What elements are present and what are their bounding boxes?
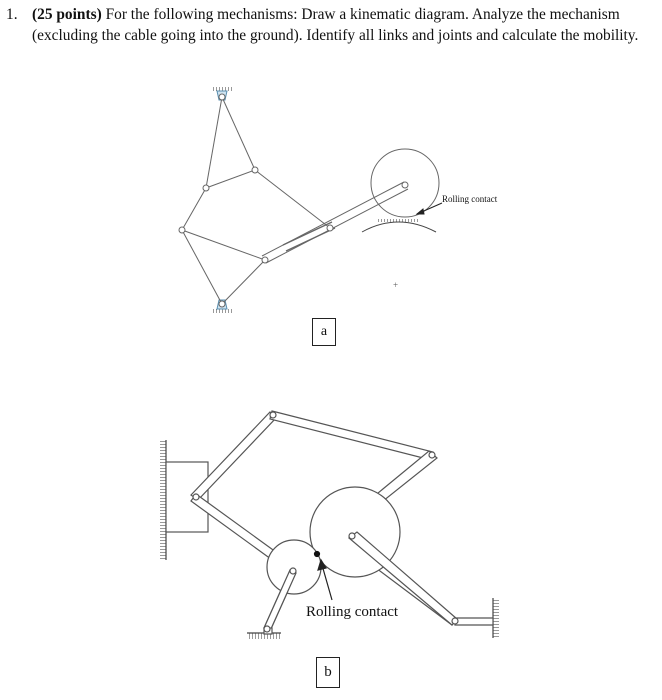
figure-a-label: a [312, 318, 336, 346]
ground-top-icon [212, 87, 232, 91]
pin-joint-icon [264, 626, 270, 632]
small-wheel-b [267, 540, 321, 594]
pin-joint-icon [179, 227, 185, 233]
right-wall-icon [493, 598, 499, 638]
ground-arc [362, 222, 436, 232]
ground-bottom-icon [212, 309, 232, 313]
pin-joint-icon [452, 618, 458, 624]
pin-joint-icon [219, 94, 225, 100]
pin-joint-icon [402, 182, 408, 188]
pin-joint-icon [270, 412, 276, 418]
figure-a-annotation: Rolling contact [442, 194, 498, 204]
pin-joint-icon [203, 185, 209, 191]
pin-joint-icon [193, 494, 199, 500]
center-mark: + [393, 280, 399, 290]
pin-joint-icon [327, 225, 333, 231]
figure-b-label: b [316, 657, 340, 688]
left-wall-icon [160, 440, 166, 560]
pin-joint-icon [252, 167, 258, 173]
slider-block [166, 462, 208, 532]
question-body: For the following mechanisms: Draw a kinematic diagram. Analyze the mechanism (excluding the cable going into the ground). Identify all links and joints and calculate the mobility. [32, 6, 639, 44]
figure-b-annotation: Rolling contact [306, 604, 399, 620]
contact-point-icon [315, 552, 320, 557]
slider-link [262, 182, 408, 263]
question-points: (25 points) [32, 6, 102, 23]
pin-joint-icon [262, 257, 268, 263]
pin-joint-icon [429, 452, 435, 458]
figure-a-mechanism [179, 87, 442, 313]
pin-joint-icon [219, 301, 225, 307]
pin-joint-icon [290, 568, 296, 574]
question-number: 1. [6, 6, 18, 23]
pin-joint-icon [349, 533, 355, 539]
